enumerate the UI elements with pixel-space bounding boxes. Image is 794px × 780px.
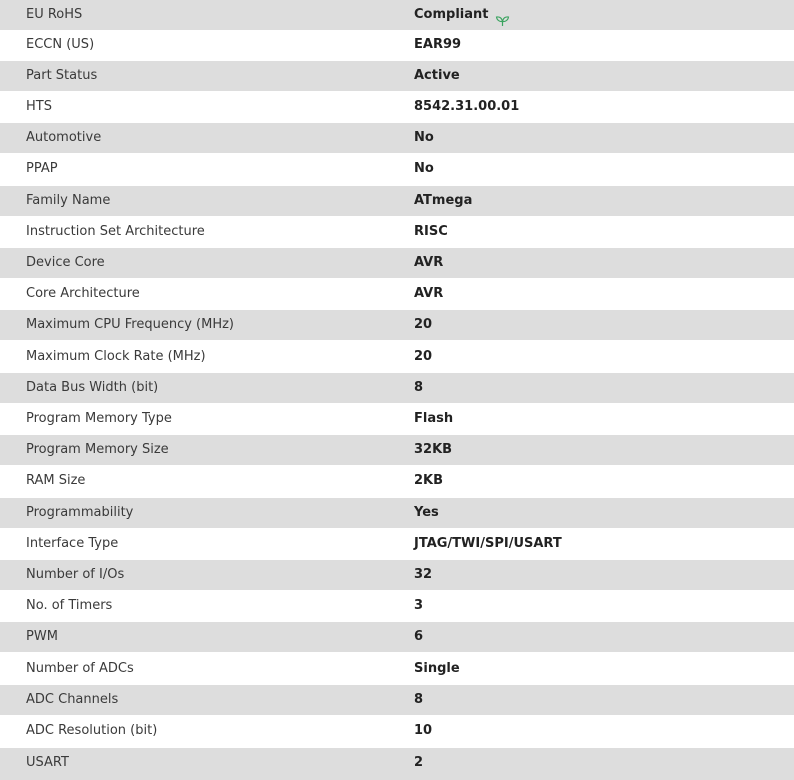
spec-label: Maximum Clock Rate (MHz) bbox=[26, 349, 206, 364]
spec-row-program-memory-size bbox=[0, 435, 794, 465]
spec-value: Flash bbox=[414, 411, 454, 426]
spec-label: Interface Type bbox=[26, 536, 119, 551]
spec-label: Data Bus Width (bit) bbox=[26, 380, 159, 395]
spec-value: EAR99 bbox=[414, 37, 462, 52]
spec-label: ADC Channels bbox=[26, 692, 119, 707]
spec-row-automotive bbox=[0, 123, 794, 153]
spec-value: Compliant bbox=[414, 7, 489, 22]
spec-row-programmability bbox=[0, 498, 794, 528]
spec-label: Part Status bbox=[26, 68, 98, 83]
spec-row-adc-resolution bbox=[0, 716, 794, 746]
spec-row-part-status bbox=[0, 61, 794, 91]
spec-value: 8 bbox=[414, 692, 424, 707]
spec-value-wrapper bbox=[414, 0, 510, 30]
spec-value: 6 bbox=[414, 629, 424, 644]
spec-value: Active bbox=[414, 68, 460, 83]
spec-value: Single bbox=[414, 661, 460, 676]
spec-label: Instruction Set Architecture bbox=[26, 224, 205, 239]
spec-value: Yes bbox=[414, 505, 439, 520]
spec-label: ECCN (US) bbox=[26, 37, 95, 52]
spec-value: 3 bbox=[414, 598, 424, 613]
spec-label: HTS bbox=[26, 99, 52, 114]
spec-row-program-memory-type bbox=[0, 404, 794, 434]
spec-label: Maximum CPU Frequency (MHz) bbox=[26, 317, 234, 332]
spec-row-hts bbox=[0, 92, 794, 122]
spec-value: 8 bbox=[414, 380, 424, 395]
spec-label: PPAP bbox=[26, 161, 58, 176]
spec-value: 20 bbox=[414, 317, 433, 332]
spec-label: Family Name bbox=[26, 193, 111, 208]
spec-row-data-bus-width bbox=[0, 373, 794, 403]
spec-row-no-of-timers bbox=[0, 591, 794, 621]
spec-value: 20 bbox=[414, 349, 433, 364]
spec-row-usart bbox=[0, 748, 794, 780]
spec-value: 10 bbox=[414, 723, 433, 738]
spec-label: Program Memory Size bbox=[26, 442, 169, 457]
spec-value: 32KB bbox=[414, 442, 453, 457]
spec-label: USART bbox=[26, 755, 69, 770]
spec-row-device-core bbox=[0, 248, 794, 278]
spec-label: No. of Timers bbox=[26, 598, 113, 613]
spec-row-max-clock-rate bbox=[0, 342, 794, 372]
spec-row-ppap bbox=[0, 154, 794, 184]
spec-value: ATmega bbox=[414, 193, 473, 208]
spec-label: Number of ADCs bbox=[26, 661, 134, 676]
spec-row-adc-channels bbox=[0, 685, 794, 715]
spec-row-number-of-ios bbox=[0, 560, 794, 590]
spec-value: 2KB bbox=[414, 473, 444, 488]
spec-label: RAM Size bbox=[26, 473, 86, 488]
spec-row-number-of-adcs bbox=[0, 654, 794, 684]
spec-label: Program Memory Type bbox=[26, 411, 172, 426]
spec-label: Core Architecture bbox=[26, 286, 140, 301]
spec-value: No bbox=[414, 130, 434, 145]
spec-value: AVR bbox=[414, 286, 444, 301]
spec-label: Programmability bbox=[26, 505, 134, 520]
spec-value: No bbox=[414, 161, 434, 176]
spec-row-eccn bbox=[0, 30, 794, 60]
spec-row-interface-type bbox=[0, 529, 794, 559]
spec-label: Automotive bbox=[26, 130, 102, 145]
spec-row-ram-size bbox=[0, 466, 794, 496]
spec-row-eu-rohs bbox=[0, 0, 794, 30]
spec-row-family-name bbox=[0, 186, 794, 216]
spec-value: AVR bbox=[414, 255, 444, 270]
leaf-icon bbox=[495, 9, 510, 21]
spec-value: 32 bbox=[414, 567, 433, 582]
spec-label: ADC Resolution (bit) bbox=[26, 723, 158, 738]
spec-label: EU RoHS bbox=[26, 7, 83, 22]
spec-value: 8542.31.00.01 bbox=[414, 99, 520, 114]
spec-value: 2 bbox=[414, 755, 424, 770]
spec-value: JTAG/TWI/SPI/USART bbox=[414, 536, 562, 551]
spec-row-pwm bbox=[0, 622, 794, 652]
spec-row-core-architecture bbox=[0, 279, 794, 309]
spec-label: Device Core bbox=[26, 255, 105, 270]
spec-label: PWM bbox=[26, 629, 58, 644]
spec-row-max-cpu-frequency bbox=[0, 310, 794, 340]
spec-value: RISC bbox=[414, 224, 448, 239]
spec-row-isa bbox=[0, 217, 794, 247]
spec-label: Number of I/Os bbox=[26, 567, 125, 582]
